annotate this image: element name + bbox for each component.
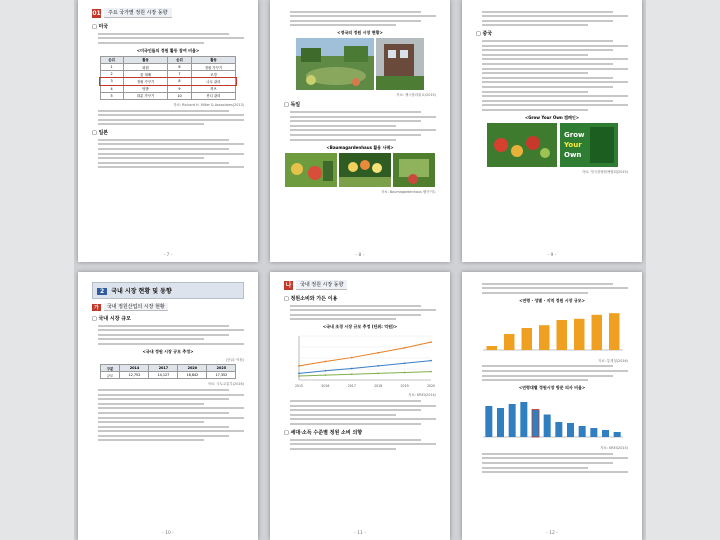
data-point	[404, 372, 406, 374]
text-line	[482, 375, 613, 377]
event-photo	[393, 153, 435, 187]
text-line	[290, 15, 436, 17]
x-tick-label: 2016	[321, 384, 330, 389]
text-line	[98, 110, 229, 112]
text-line	[98, 412, 229, 414]
subsection-label: 독일	[290, 102, 301, 109]
text-line	[290, 134, 421, 136]
bar	[487, 346, 498, 350]
bar	[555, 422, 562, 437]
text-line	[98, 153, 244, 155]
text-line	[482, 86, 613, 88]
table-cell: 16,842	[178, 372, 207, 379]
table-cell: 10	[168, 92, 191, 99]
table-row	[100, 92, 236, 99]
text-line	[290, 439, 421, 441]
chapter-title: 국내 시장 현황 및 동향	[111, 288, 172, 295]
text-line	[482, 81, 628, 83]
table-cell: 12,752	[120, 372, 149, 379]
background-right	[646, 0, 720, 540]
svg-text:Grow: Grow	[563, 130, 584, 139]
text-line	[482, 77, 613, 79]
text-line	[482, 63, 613, 65]
table-header: 활동	[191, 56, 236, 63]
table-cell: 화원	[123, 63, 168, 70]
svg-text:Your: Your	[563, 140, 582, 149]
text-line	[98, 157, 204, 159]
text-line	[98, 403, 204, 405]
data-point	[325, 361, 327, 363]
text-line	[98, 123, 204, 125]
text-line	[482, 379, 588, 381]
text-line	[482, 68, 628, 70]
subsection-label: 국내 시장 규모	[98, 316, 131, 322]
text-line	[290, 24, 396, 26]
bar	[504, 334, 515, 350]
section-title: 국내 정원 시장 동향	[296, 280, 347, 290]
table-caption: <국내 정원 시장 규모 추정>	[142, 348, 194, 354]
text-line	[98, 426, 229, 428]
text-line	[98, 148, 229, 150]
text-line	[482, 24, 588, 26]
text-line	[290, 20, 421, 22]
text-line	[98, 334, 229, 336]
bar	[592, 315, 603, 350]
text-line	[98, 439, 204, 441]
document-page-8[interactable]	[270, 0, 450, 262]
table-cell: 8	[168, 78, 191, 85]
subsection-label: 일본	[98, 130, 109, 137]
text-line	[98, 143, 244, 145]
table-cell: 14,127	[149, 372, 178, 379]
text-line	[482, 453, 613, 455]
text-line	[290, 309, 436, 311]
event-photo	[285, 153, 337, 187]
text-line	[290, 120, 421, 122]
subsection-heading: □ 미국	[92, 24, 109, 30]
document-page-10[interactable]	[78, 272, 258, 540]
chart-caption: <연령 · 성별 · 지역 정원 시장 규모>	[519, 297, 585, 303]
table-row	[100, 85, 236, 92]
table-cell: 텃밭	[123, 85, 168, 92]
table-cell: 4	[100, 85, 123, 92]
bar	[497, 408, 504, 437]
section-title: 국내 정원산업의 시장 현황	[104, 303, 168, 311]
table-cell: 7	[168, 71, 191, 78]
table-cell: 조경	[191, 71, 236, 78]
text-line	[482, 100, 613, 102]
x-tick-label: 2020	[426, 384, 435, 389]
text-line	[98, 394, 244, 396]
text-line	[98, 162, 229, 164]
text-line	[290, 318, 396, 320]
table-unit: (단위: 억원)	[226, 357, 244, 362]
text-line	[290, 409, 421, 411]
bar-chart	[477, 306, 627, 356]
subsection-heading: □ 국내 시장 규모	[92, 316, 131, 322]
x-tick-label: 2019	[400, 384, 409, 389]
table-header: 순위	[100, 56, 123, 63]
text-line	[482, 104, 628, 106]
chart-source: 자료: KREI(2015)	[600, 446, 628, 451]
bar	[485, 406, 492, 437]
table-cell: 3	[100, 78, 123, 85]
document-page-12[interactable]	[462, 272, 642, 540]
x-tick-label: 2015	[294, 384, 304, 389]
text-line	[482, 365, 613, 367]
data-point	[298, 373, 300, 375]
bar	[590, 428, 597, 437]
page-number: - 9 -	[547, 253, 557, 258]
bar	[557, 320, 568, 350]
text-line	[482, 109, 588, 111]
data-point	[298, 376, 300, 378]
background-left	[0, 0, 74, 540]
survey-table	[100, 56, 237, 100]
table-source: 자료: Richard H. Miller & Associates(2013)	[173, 102, 244, 107]
page-number: - 12 -	[546, 531, 558, 536]
data-point	[351, 357, 353, 359]
data-point	[325, 375, 327, 377]
campaign-poster	[560, 123, 618, 167]
text-line	[290, 443, 436, 445]
table-cell: 5	[100, 92, 123, 99]
vegetable-photo	[487, 123, 557, 167]
subsection-label: 세대·소득 수준별 정원 소비 의향	[290, 429, 363, 436]
chart-source: 자료: 통계청(2016)	[598, 358, 628, 363]
data-point	[351, 368, 353, 370]
section-title: 주요 국가별 정원 시장 동향	[104, 8, 172, 18]
bar	[520, 402, 527, 437]
data-point	[377, 352, 379, 354]
bar	[522, 328, 533, 350]
table-header: 2025	[207, 364, 236, 371]
chart-source: 자료: KREI(2014)	[408, 393, 436, 398]
section-header	[92, 8, 244, 18]
text-line	[98, 325, 229, 327]
table-cell: 정원 가꾸기	[123, 78, 168, 85]
text-line	[482, 40, 613, 42]
text-line	[482, 58, 628, 60]
text-line	[98, 430, 244, 432]
chapter-number: 2	[97, 288, 107, 295]
text-line	[482, 283, 613, 285]
page-number: - 11 -	[354, 531, 366, 536]
table-cell: 꽃 재배	[123, 71, 168, 78]
text-line	[98, 389, 229, 391]
text-line	[290, 139, 396, 141]
event-photo	[339, 153, 391, 187]
text-line	[98, 139, 229, 141]
data-point	[377, 373, 379, 375]
x-tick-label: 2017	[347, 384, 356, 389]
figure-source: 자료: 첼시플라워쇼(2015)	[396, 93, 436, 98]
data-point	[430, 371, 432, 373]
data-point	[404, 363, 406, 365]
section-header	[284, 280, 436, 290]
table-cell: 2	[100, 71, 123, 78]
text-line	[482, 95, 628, 97]
text-line	[98, 114, 244, 116]
page-number: - 8 -	[355, 253, 365, 258]
text-line	[482, 54, 588, 56]
text-line	[98, 329, 244, 331]
text-line	[482, 11, 613, 13]
data-point	[351, 374, 353, 376]
section-number: 가	[94, 304, 99, 311]
data-point	[298, 365, 300, 367]
figure-caption: <영국의 정원 시장 현황>	[337, 30, 383, 36]
bar	[609, 313, 620, 350]
data-point	[377, 365, 379, 367]
text-line	[290, 400, 421, 402]
text-line	[482, 49, 613, 51]
subsection-heading: □ 중국	[476, 31, 493, 38]
section-number: 01	[92, 9, 101, 17]
data-point	[404, 347, 406, 349]
table-caption: <미국인들의 정원 활동 참여 비율>	[136, 47, 200, 53]
figure-caption: <Grow Your Own 캠페인>	[524, 114, 580, 120]
text-line	[482, 91, 588, 93]
text-line	[290, 116, 436, 118]
text-line	[482, 20, 613, 22]
bar	[574, 319, 585, 350]
bar	[539, 325, 550, 350]
text-line	[290, 423, 421, 425]
table-header: 2017	[149, 364, 178, 371]
section-number: 나	[285, 281, 292, 289]
bar	[567, 423, 574, 437]
text-line	[482, 370, 628, 372]
table-header: 2020	[178, 364, 207, 371]
table-row	[100, 78, 236, 85]
text-line	[98, 421, 204, 423]
text-line	[98, 37, 244, 39]
text-line	[482, 45, 628, 47]
subsection-heading: □ 세대·소득 수준별 정원 소비 의향	[284, 429, 363, 436]
figure-source: 자료: 영국왕립원예협회(2015)	[581, 169, 628, 174]
chapter-heading	[92, 282, 244, 299]
subsection-heading: □ 독일	[284, 102, 301, 109]
table-cell: 1	[100, 63, 123, 70]
bar	[544, 415, 551, 438]
table-row	[100, 63, 236, 70]
building-photo	[376, 38, 424, 90]
x-tick-label: 2018	[374, 384, 383, 389]
data-point	[325, 370, 327, 372]
text-line	[482, 72, 588, 74]
text-line	[290, 125, 396, 127]
text-line	[98, 343, 244, 345]
document-page-7[interactable]	[78, 0, 258, 262]
garden-photo	[296, 38, 374, 90]
table-cell: 화분 가꾸기	[123, 92, 168, 99]
text-line	[290, 305, 421, 307]
photo-row	[284, 153, 436, 187]
text-line	[482, 457, 628, 459]
text-line	[98, 407, 244, 409]
table-cell: 6	[168, 63, 191, 70]
page-number: - 7 -	[163, 253, 173, 258]
text-line	[98, 119, 244, 121]
text-line	[290, 11, 421, 13]
table-cell: 9	[168, 85, 191, 92]
text-line	[290, 418, 436, 420]
table-cell: 나무 관리	[191, 78, 236, 85]
text-line	[98, 417, 244, 419]
table-cell: 허브	[191, 85, 236, 92]
text-line	[482, 471, 628, 473]
bar	[602, 430, 609, 437]
table-header: 활동	[123, 56, 168, 63]
document-page-9[interactable]	[462, 0, 642, 262]
table-cell: 정원 가꾸기	[191, 63, 236, 70]
text-line	[482, 462, 613, 464]
series-line	[299, 372, 431, 376]
table-source: 자료: 국토교통부(2016)	[207, 382, 244, 387]
table-row	[100, 372, 236, 379]
table-cell: 잔디 관리	[191, 92, 236, 99]
table-cell: 규모	[100, 372, 120, 379]
data-point	[430, 342, 432, 344]
text-line	[482, 467, 588, 469]
text-line	[290, 111, 421, 113]
section-header	[92, 303, 244, 311]
text-line	[98, 398, 229, 400]
text-line	[98, 33, 229, 35]
text-line	[290, 448, 396, 450]
table-header: 순위	[168, 56, 191, 63]
text-line	[290, 314, 421, 316]
text-line	[482, 292, 588, 294]
table-header: 2014	[120, 364, 149, 371]
text-line	[98, 435, 229, 437]
line-chart	[285, 332, 435, 390]
table-cell: 17,352	[207, 372, 236, 379]
page-number: - 10 -	[162, 531, 174, 536]
photo-row	[476, 123, 628, 167]
subsection-label: 정원소비와 가든 이용	[290, 296, 338, 302]
text-line	[482, 15, 628, 17]
text-line	[98, 338, 204, 340]
text-line	[98, 166, 244, 168]
figure-source: 자료: Baumagardenhaus 웹사이트	[381, 189, 436, 194]
bar	[579, 426, 586, 437]
bar	[509, 404, 516, 437]
subsection-label: 중국	[482, 31, 493, 38]
subsection-heading: □ 정원소비와 가든 이용	[284, 296, 338, 302]
text-line	[290, 129, 436, 131]
svg-text:Own: Own	[563, 150, 581, 159]
data-point	[430, 360, 432, 362]
chart-caption: <연령대별 정원시장 방문 의사 비율>	[518, 385, 586, 391]
photo-row	[284, 38, 436, 90]
subsection-label: 미국	[98, 24, 109, 30]
document-page-11[interactable]	[270, 272, 450, 540]
bar	[532, 410, 539, 438]
chart-caption: <국내 조경 시장 규모 추정 (단위: 억원)>	[322, 324, 398, 330]
bar-chart	[477, 393, 627, 443]
bar	[614, 432, 621, 437]
table-row	[100, 71, 236, 78]
text-line	[482, 287, 628, 289]
subsection-heading: □ 일본	[92, 130, 109, 137]
text-line	[290, 414, 396, 416]
figure-caption: <Baumagardenhaus 활용 사례>	[326, 144, 394, 150]
market-size-table	[100, 364, 237, 379]
text-line	[290, 405, 436, 407]
table-header: 구분	[100, 364, 120, 371]
text-line	[98, 42, 204, 44]
